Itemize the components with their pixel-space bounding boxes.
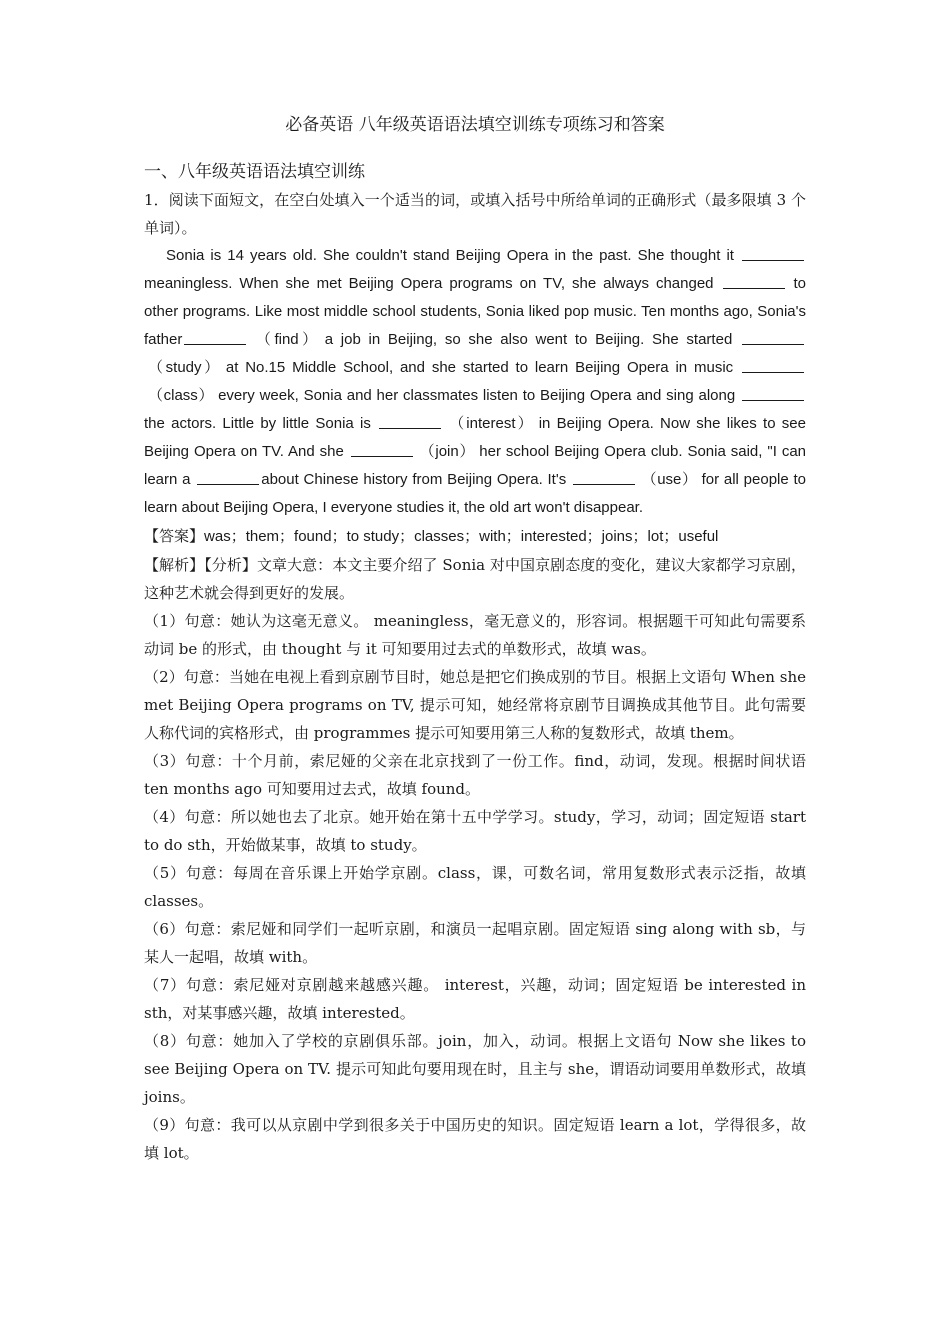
analysis-item-5: （5）句意：每周在音乐课上开始学京剧。class，课，可数名词，常用复数形式表示泛指，故填 classes。 [144,864,806,910]
passage-text: to other programs. Like most middle school students, Sonia liked pop music. Ten months ago, Sonia's father [144,275,806,348]
blank-10[interactable] [573,468,635,485]
word-hint: （find） [252,331,321,348]
analysis-item-8: （8）句意：她加入了学校的京剧俱乐部。join，加入，动词。根据上文语句 Now she likes to see Beijing Opera on TV. 提示可知此句要用现在时，且主与 she，谓语动词要用单数形式，故填 joins。 [144,1032,806,1106]
blank-5[interactable] [742,356,804,373]
blank-6[interactable] [742,384,804,401]
passage-text: for all people to learn about Beijing Opera, I everyone studies it, the old art won't disappear. [144,471,806,516]
document-title: 必备英语 八年级英语语法填空训练专项练习和答案 [285,115,665,135]
passage-text: meaningless. When she met Beijing Opera programs on TV, she always changed [144,275,714,292]
analysis-summary [144,551,806,607]
passage-text: at No.15 Middle School, and she started to learn Beijing Opera in music [225,359,734,376]
passage-text: the actors. Little by little Sonia is [144,415,371,432]
word-hint: （interest） [447,415,535,432]
blank-1[interactable] [742,244,804,261]
analysis-item-6: （6）句意：索尼娅和同学们一起听京剧，和演员一起唱京剧。固定短语 sing along with sb，与某人一起唱，故填 with。 [144,920,806,966]
blank-7[interactable] [379,412,441,429]
passage-text: a job in Beijing, so she also went to Beijing. She started [324,331,733,348]
blank-9[interactable] [197,468,259,485]
analysis-item-4: （4）句意：所以她也去了北京。她开始在第十五中学学习。study，学习，动词；固定短语 start to do sth，开始做某事，故填 to study。 [144,808,806,854]
answer-text: was；them；found；to study；classes；with；interested；joins；lot；useful [204,528,719,545]
analysis-item-3: （3）句意：十个月前，索尼娅的父亲在北京找到了一份工作。find，动词，发现。根据时间状语 ten months ago 可知要用过去式，故填 found。 [144,752,806,798]
question-number: 1． [144,191,169,209]
word-hint: （study） [148,359,222,376]
blank-4[interactable] [742,328,804,345]
passage-text: her school Beijing Opera club. Sonia said, "I can learn a [144,443,806,488]
analysis-item-1: （1）句意：她认为这毫无意义。 meaningless，毫无意义的，形容词。根据题干可知此句需要系动词 be 的形式，由 thought 与 it 可知要用过去式的单数形式，故填 was。 [144,612,806,658]
document-page [144,112,806,1167]
section-title: 一、八年级英语语法填空训练 [144,162,365,182]
passage-text: about Chinese history from Beijing Opera. It's [261,471,567,488]
answer-label: 【答案】 [144,527,205,545]
blank-3[interactable] [184,328,246,345]
analysis-item-2: （2）句意：当她在电视上看到京剧节目时，她总是把它们换成别的节目。根据上文语句 When she met Beijing Opera programs on TV, 提示可知，她经常将京剧节目调换成其他节目。此句需要人称代词的宾格形式，由 programmes 提示可知要用第三人称的复数形式，故填 them。 [144,668,806,742]
analysis-summary-text: 文章大意：本文主要介绍了 Sonia 对中国京剧态度的变化，建议大家都学习京剧，这种艺术就会得到更好的发展。 [144,556,806,602]
word-hint: （class） [148,387,215,404]
passage-text: Sonia is 14 years old. She couldn't stand Beijing Opera in the past. She thought it [166,247,734,264]
instruction-text: 阅读下面短文，在空白处填入一个适当的词，或填入括号中所给单词的正确形式（最多限填 3 个单词）。 [144,191,806,237]
answer-line [144,522,806,551]
passage [144,242,806,522]
blank-2[interactable] [723,272,785,289]
analysis-item-9: （9）句意：我可以从京剧中学到很多关于中国历史的知识。固定短语 learn a lot，学得很多，故填 lot。 [144,1116,806,1162]
word-hint: （use） [641,471,698,488]
blank-8[interactable] [351,440,413,457]
word-hint: （join） [418,443,476,460]
question-instruction [144,186,806,242]
passage-text: every week, Sonia and her classmates listen to Beijing Opera and sing along [218,387,736,404]
passage-text: in Beijing Opera. Now she likes to see Beijing Opera on TV. And she [144,415,806,460]
analysis-label: 【解析】【分析】 [144,556,257,574]
analysis-item-7: （7）句意：索尼娅对京剧越来越感兴趣。 interest，兴趣，动词；固定短语 be interested in sth，对某事感兴趣，故填 interested。 [144,976,806,1022]
